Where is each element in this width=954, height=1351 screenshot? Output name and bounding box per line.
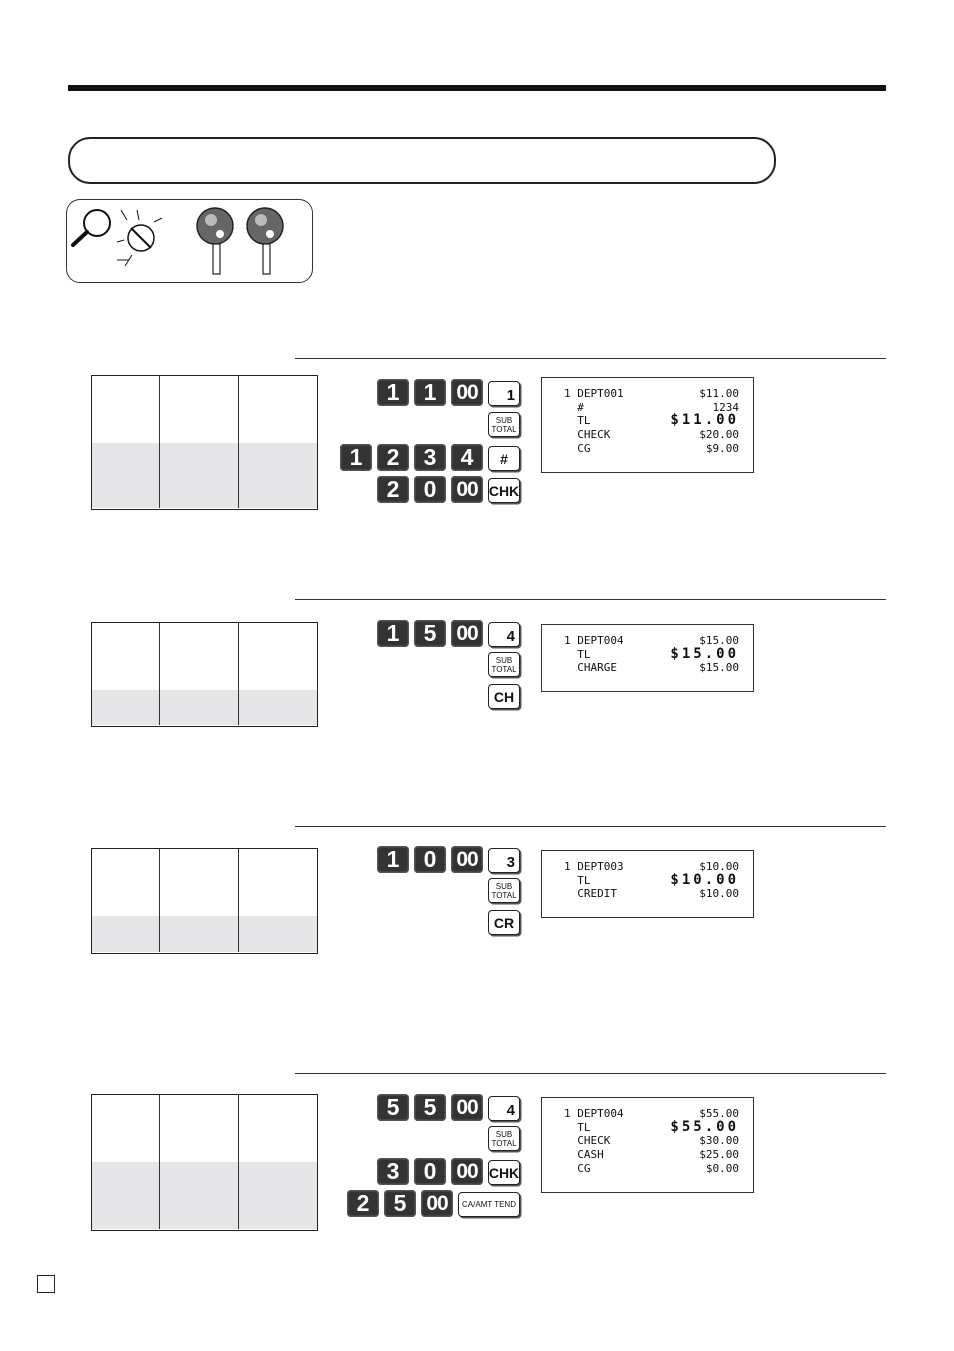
numeric-key[interactable]: 1 xyxy=(377,379,409,406)
subtotal-key-label: TOTAL xyxy=(491,664,517,674)
numeric-key[interactable]: 5 xyxy=(414,620,446,647)
receipt-line-amount: $30.00 xyxy=(699,1134,739,1148)
numeric-key[interactable]: 2 xyxy=(377,476,409,503)
receipt-line-amount: $10.00 xyxy=(699,887,739,901)
numeric-key[interactable]: 4 xyxy=(451,444,483,471)
numeric-key[interactable]: 0 xyxy=(414,846,446,873)
numeric-key[interactable]: 0 xyxy=(414,1158,446,1185)
numeric-key[interactable]: 1 xyxy=(340,444,372,471)
receipt-line-amount: $11.00 xyxy=(670,412,739,429)
function-key[interactable]: CHK xyxy=(488,1160,520,1185)
numeric-key[interactable]: 5 xyxy=(384,1190,416,1217)
receipt-line-amount: $25.00 xyxy=(699,1148,739,1162)
subtotal-key-label: TOTAL xyxy=(491,424,517,434)
key-sequence xyxy=(488,878,520,903)
receipt-line-label: 1 DEPT004 xyxy=(564,634,624,647)
key-sequence xyxy=(347,1190,520,1217)
key-sequence xyxy=(488,910,520,935)
numeric-key[interactable]: 1 xyxy=(377,846,409,873)
subtotal-key[interactable] xyxy=(488,878,520,903)
receipt-line-amount: $55.00 xyxy=(699,1107,739,1120)
numeric-key[interactable]: 0 xyxy=(414,476,446,503)
section-rule xyxy=(295,599,886,600)
receipt-line-amount: $55.00 xyxy=(670,1118,739,1135)
subtotal-key-label: SUB xyxy=(495,655,513,665)
mode-switch-box xyxy=(66,199,313,283)
page-marker-box xyxy=(37,1275,55,1293)
cash-amt-tend-key[interactable]: CA/AMT TEND xyxy=(458,1192,520,1217)
title-box xyxy=(68,137,776,184)
numeric-key[interactable]: 00 xyxy=(451,1094,483,1121)
receipt-line xyxy=(564,1162,739,1176)
receipt-line-label: CHECK xyxy=(564,1134,611,1148)
blank-table xyxy=(91,622,318,727)
department-key[interactable]: 1 xyxy=(488,381,520,406)
receipt-line xyxy=(564,1118,739,1135)
receipt-line-label: CHARGE xyxy=(564,661,617,675)
receipt-printout xyxy=(541,624,754,692)
section-rule xyxy=(295,1073,886,1074)
receipt-line-label: TL xyxy=(564,414,591,428)
receipt-line xyxy=(564,1134,739,1148)
receipt-line-amount: $10.00 xyxy=(699,860,739,873)
receipt-line xyxy=(564,1148,739,1162)
department-key[interactable]: 3 xyxy=(488,848,520,873)
function-key[interactable]: CH xyxy=(488,684,520,709)
numeric-key[interactable]: 3 xyxy=(377,1158,409,1185)
blank-table xyxy=(91,848,318,954)
receipt-line xyxy=(564,442,739,456)
receipt-line-label: CG xyxy=(564,441,591,455)
receipt-line-label: CREDIT xyxy=(564,887,617,901)
receipt-line xyxy=(564,387,739,401)
receipt-line xyxy=(564,661,739,675)
receipt-printout xyxy=(541,1097,754,1193)
blank-table xyxy=(91,375,318,510)
section-rule xyxy=(295,826,886,827)
receipt-line-amount: $11.00 xyxy=(699,387,739,400)
receipt-line-amount: $20.00 xyxy=(699,428,739,442)
numeric-key[interactable]: 2 xyxy=(377,444,409,471)
mode-dial-icon xyxy=(117,210,162,266)
subtotal-key[interactable] xyxy=(488,412,520,437)
subtotal-key[interactable] xyxy=(488,652,520,677)
subtotal-key-label: SUB xyxy=(495,415,513,425)
numeric-key[interactable]: 00 xyxy=(451,476,483,503)
key-sequence xyxy=(488,684,520,709)
numeric-key[interactable]: 1 xyxy=(377,620,409,647)
receipt-line-label: CHECK xyxy=(564,428,611,442)
function-key[interactable]: CR xyxy=(488,910,520,935)
key-sequence xyxy=(377,1158,520,1185)
numeric-key[interactable]: 00 xyxy=(451,379,483,406)
receipt-line-label: TL xyxy=(564,1120,591,1134)
receipt-line xyxy=(564,428,739,442)
receipt-line xyxy=(564,645,739,662)
receipt-line-amount: $0.00 xyxy=(705,1161,739,1175)
key-sequence xyxy=(488,412,520,437)
numeric-key[interactable]: 2 xyxy=(347,1190,379,1217)
numeric-key[interactable]: 00 xyxy=(421,1190,453,1217)
subtotal-key-label: TOTAL xyxy=(491,890,517,900)
numeric-key[interactable]: 5 xyxy=(377,1094,409,1121)
receipt-line xyxy=(564,887,739,901)
mode-key-icon xyxy=(247,208,283,274)
key-sequence xyxy=(377,620,520,647)
numeric-key[interactable]: 00 xyxy=(451,846,483,873)
receipt-line-label: CG xyxy=(564,1161,591,1175)
numeric-key[interactable]: 5 xyxy=(414,1094,446,1121)
subtotal-key-label: SUB xyxy=(495,1129,513,1139)
key-sequence xyxy=(340,444,520,471)
department-key[interactable]: 4 xyxy=(488,1096,520,1121)
department-key[interactable]: 4 xyxy=(488,622,520,647)
blank-table xyxy=(91,1094,318,1231)
key-sequence xyxy=(377,846,520,873)
mode-key-icon xyxy=(197,208,233,274)
section-rule xyxy=(295,358,886,359)
receipt-line-amount: $10.00 xyxy=(670,871,739,888)
receipt-line-amount: $15.00 xyxy=(699,661,739,675)
numeric-key[interactable]: 3 xyxy=(414,444,446,471)
numeric-key[interactable]: 00 xyxy=(451,620,483,647)
receipt-line-label: TL xyxy=(564,873,591,887)
top-rule xyxy=(68,85,886,91)
function-key[interactable]: # xyxy=(488,446,520,471)
receipt-line xyxy=(564,414,739,428)
function-key[interactable]: CHK xyxy=(488,478,520,503)
receipt-line xyxy=(564,871,739,888)
subtotal-key[interactable] xyxy=(488,1126,520,1151)
receipt-line-amount: $15.00 xyxy=(670,645,739,662)
receipt-line-label: TL xyxy=(564,647,591,661)
receipt-line-label: 1 DEPT003 xyxy=(564,860,624,873)
magnifier-icon xyxy=(73,210,110,245)
receipt-printout xyxy=(541,850,754,918)
receipt-line-label: # xyxy=(564,400,584,414)
receipt-line-amount: 1234 xyxy=(712,400,739,414)
key-sequence xyxy=(377,476,520,503)
receipt-line-amount: $15.00 xyxy=(699,634,739,647)
receipt-line-amount: $9.00 xyxy=(705,441,739,455)
receipt-printout xyxy=(541,377,754,473)
subtotal-key-label: TOTAL xyxy=(491,1138,517,1148)
numeric-key[interactable]: 00 xyxy=(451,1158,483,1185)
receipt-line-label: 1 DEPT001 xyxy=(564,387,624,400)
numeric-key[interactable]: 1 xyxy=(414,379,446,406)
receipt-line-label: CASH xyxy=(564,1148,604,1162)
key-sequence xyxy=(377,1094,520,1121)
receipt-line-label: 1 DEPT004 xyxy=(564,1107,624,1120)
mode-switch-illustration xyxy=(67,200,314,284)
subtotal-key-label: SUB xyxy=(495,881,513,891)
key-sequence xyxy=(488,1126,520,1151)
key-sequence xyxy=(377,379,520,406)
key-sequence xyxy=(488,652,520,677)
